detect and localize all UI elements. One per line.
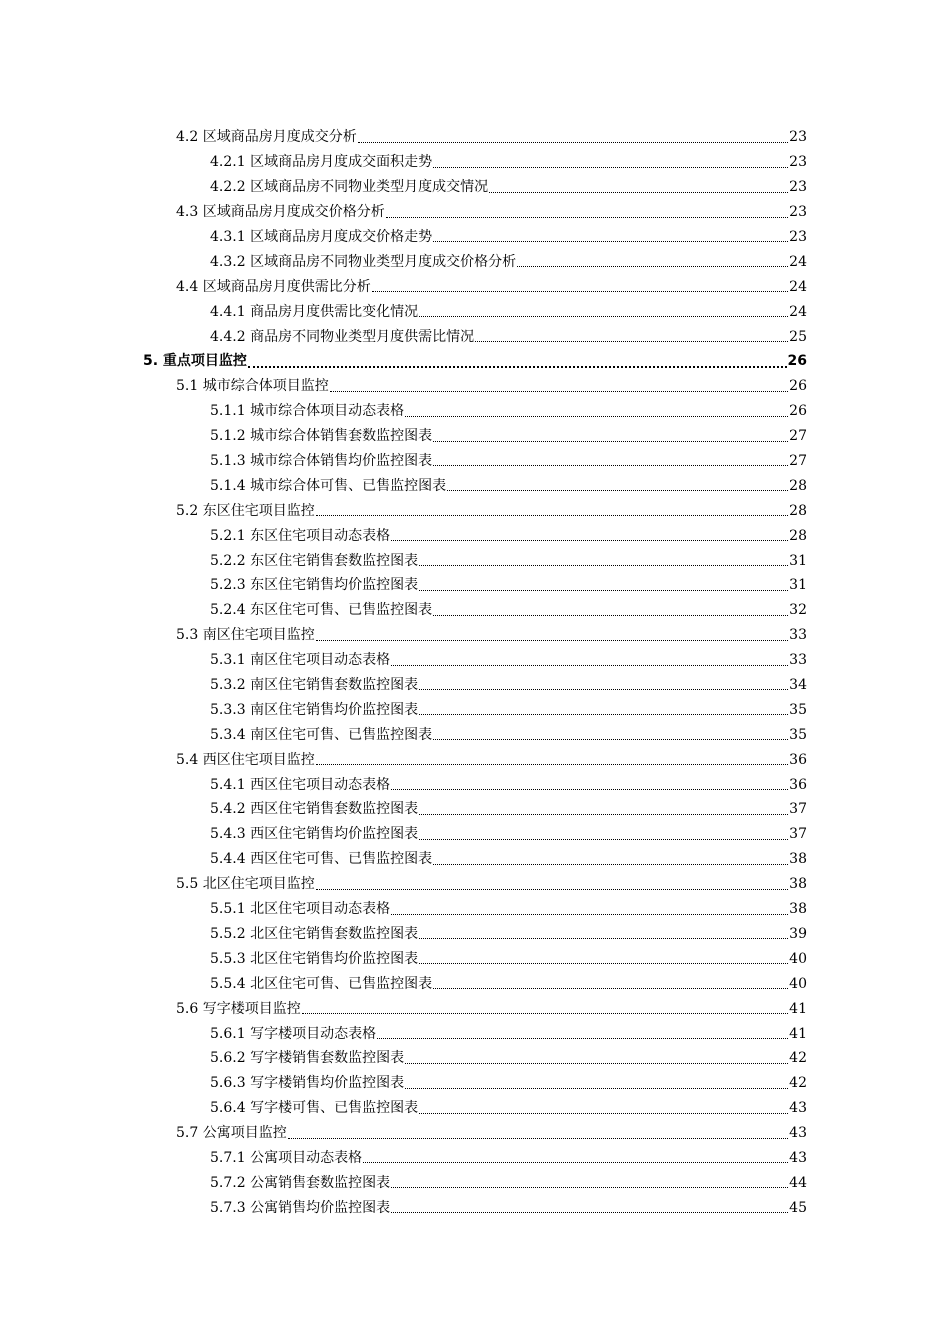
toc-subsection-entry[interactable] [0, 946, 950, 971]
toc-page-number: 23 [789, 229, 807, 245]
toc-subsection-entry[interactable] [0, 847, 950, 872]
toc-dot-leader [433, 738, 788, 740]
toc-dot-leader [391, 788, 788, 790]
toc-subsection-entry[interactable] [0, 822, 950, 847]
toc-section-entry[interactable] [0, 996, 950, 1021]
toc-dot-leader [363, 1161, 788, 1163]
toc-entry-title: 5.4.3 西区住宅销售均价监控图表 [210, 826, 419, 843]
toc-subsection-entry[interactable] [0, 697, 950, 722]
toc-entry-title: 4.2.1 区域商品房月度成交面积走势 [210, 154, 433, 171]
toc-page-number: 26 [787, 353, 807, 370]
toc-page-number: 43 [789, 1100, 807, 1117]
toc-subsection-entry[interactable] [0, 1021, 950, 1046]
toc-dot-leader [419, 564, 788, 566]
toc-page-number: 26 [789, 378, 807, 395]
toc-page-number: 37 [789, 801, 807, 818]
toc-entry-title: 5.2.3 东区住宅销售均价监控图表 [210, 577, 419, 594]
table-of-contents [0, 125, 950, 1220]
toc-section-entry[interactable] [0, 374, 950, 399]
toc-dot-leader [433, 464, 788, 466]
toc-page-number: 33 [789, 627, 807, 644]
toc-subsection-entry[interactable] [0, 399, 950, 424]
toc-entry-title: 5.4.1 西区住宅项目动态表格 [210, 776, 391, 793]
toc-section-entry[interactable] [0, 200, 950, 225]
toc-entry-title: 5.2.4 东区住宅可售、已售监控图表 [210, 602, 433, 619]
toc-page-number: 45 [789, 1199, 807, 1216]
toc-page-number: 24 [789, 278, 807, 295]
toc-entry-title: 5.3.1 南区住宅项目动态表格 [210, 652, 391, 669]
toc-page-number: 32 [789, 602, 807, 619]
toc-page-number: 31 [789, 577, 807, 594]
toc-page-number: 26 [789, 403, 807, 420]
toc-subsection-entry[interactable] [0, 1096, 950, 1121]
toc-subsection-entry[interactable] [0, 1195, 950, 1220]
toc-page-number: 38 [789, 876, 807, 893]
toc-dot-leader [489, 191, 788, 193]
toc-entry-title: 4.4.1 商品房月度供需比变化情况 [210, 303, 419, 320]
toc-dot-leader [358, 141, 788, 143]
toc-subsection-entry[interactable] [0, 424, 950, 449]
toc-page-number: 40 [789, 950, 807, 967]
toc-dot-leader [316, 639, 788, 641]
toc-dot-leader [419, 315, 788, 317]
toc-dot-leader [316, 763, 788, 765]
toc-page-number: 41 [789, 1000, 807, 1017]
toc-section-entry[interactable] [0, 623, 950, 648]
toc-dot-leader [391, 913, 788, 915]
toc-page-number: 35 [789, 701, 807, 718]
toc-page-number: 38 [789, 851, 807, 868]
toc-page-number: 36 [789, 776, 807, 793]
toc-entry-title: 5.1.3 城市综合体销售均价监控图表 [210, 453, 433, 470]
toc-dot-leader [419, 713, 788, 715]
toc-entry-title: 5.5.3 北区住宅销售均价监控图表 [210, 950, 419, 967]
toc-entry-title: 5.3.3 南区住宅销售均价监控图表 [210, 701, 419, 718]
toc-page-number: 39 [789, 925, 807, 942]
toc-dot-leader [419, 937, 788, 939]
toc-entry-title: 5.6.1 写字楼项目动态表格 [210, 1025, 377, 1042]
toc-subsection-entry[interactable] [0, 249, 950, 274]
toc-page-number: 35 [789, 726, 807, 743]
toc-subsection-entry[interactable] [0, 1146, 950, 1171]
toc-page-number: 42 [789, 1050, 807, 1067]
toc-dot-leader [433, 240, 788, 242]
toc-dot-leader [316, 514, 788, 516]
toc-dot-leader [405, 1087, 788, 1089]
toc-dot-leader [391, 1186, 788, 1188]
toc-subsection-entry[interactable] [0, 523, 950, 548]
toc-page-number: 28 [789, 477, 807, 494]
toc-entry-title: 4.3.1 区域商品房月度成交价格走势 [210, 229, 433, 245]
toc-entry-title: 5.3.2 南区住宅销售套数监控图表 [210, 677, 419, 694]
toc-subsection-entry[interactable] [0, 449, 950, 474]
toc-dot-leader [316, 888, 788, 890]
toc-page-number: 23 [789, 179, 807, 196]
toc-entry-title: 5.4 西区住宅项目监控 [176, 751, 315, 768]
toc-dot-leader [419, 688, 788, 690]
toc-dot-leader [391, 539, 788, 541]
toc-entry-title: 5.5 北区住宅项目监控 [176, 876, 315, 893]
toc-subsection-entry[interactable] [0, 971, 950, 996]
toc-page-number: 41 [789, 1025, 807, 1042]
toc-entry-title: 5. 重点项目监控 [143, 353, 247, 370]
toc-page-number: 23 [789, 154, 807, 171]
toc-page-number: 28 [789, 502, 807, 519]
toc-dot-leader [433, 166, 788, 168]
toc-entry-title: 5.2.1 东区住宅项目动态表格 [210, 527, 391, 544]
toc-section-entry[interactable] [0, 1121, 950, 1146]
toc-subsection-entry[interactable] [0, 324, 950, 349]
toc-dot-leader [405, 415, 788, 417]
toc-page-number: 44 [789, 1174, 807, 1191]
toc-page-number: 40 [789, 975, 807, 992]
toc-page-number: 38 [789, 901, 807, 918]
toc-entry-title: 5.4.4 西区住宅可售、已售监控图表 [210, 851, 433, 868]
toc-subsection-entry[interactable] [0, 548, 950, 573]
toc-entry-title: 5.7.3 公寓销售均价监控图表 [210, 1199, 391, 1216]
toc-page-number: 25 [789, 328, 807, 345]
toc-subsection-entry[interactable] [0, 175, 950, 200]
toc-dot-leader [517, 265, 788, 267]
toc-page-number: 23 [789, 204, 807, 221]
toc-dot-leader [377, 1037, 788, 1039]
toc-section-entry[interactable] [0, 498, 950, 523]
toc-dot-leader [405, 1062, 788, 1064]
toc-entry-title: 5.5.1 北区住宅项目动态表格 [210, 901, 391, 918]
toc-subsection-entry[interactable] [0, 1170, 950, 1195]
toc-dot-leader [330, 390, 788, 392]
toc-dot-leader [419, 962, 788, 964]
toc-entry-title: 5.3 南区住宅项目监控 [176, 627, 315, 644]
toc-chapter-entry[interactable] [0, 349, 950, 374]
toc-subsection-entry[interactable] [0, 573, 950, 598]
toc-entry-title: 5.3.4 南区住宅可售、已售监控图表 [210, 726, 433, 743]
toc-section-entry[interactable] [0, 274, 950, 299]
toc-section-entry[interactable] [0, 747, 950, 772]
toc-section-entry[interactable] [0, 125, 950, 150]
toc-subsection-entry[interactable] [0, 772, 950, 797]
toc-dot-leader [248, 365, 787, 368]
toc-entry-title: 5.1 城市综合体项目监控 [176, 378, 329, 395]
toc-page-number: 36 [789, 751, 807, 768]
toc-page-number: 43 [789, 1125, 807, 1142]
toc-dot-leader [372, 290, 788, 292]
toc-entry-title: 5.6.3 写字楼销售均价监控图表 [210, 1075, 405, 1092]
toc-section-entry[interactable] [0, 872, 950, 897]
toc-subsection-entry[interactable] [0, 797, 950, 822]
toc-entry-title: 5.6 写字楼项目监控 [176, 1000, 301, 1017]
toc-entry-title: 5.6.4 写字楼可售、已售监控图表 [210, 1100, 419, 1117]
toc-dot-leader [475, 340, 788, 342]
toc-page-number: 33 [789, 652, 807, 669]
toc-entry-title: 4.3 区域商品房月度成交价格分析 [176, 204, 385, 221]
toc-entry-title: 4.4 区域商品房月度供需比分析 [176, 278, 371, 295]
toc-page-number: 27 [789, 453, 807, 470]
toc-subsection-entry[interactable] [0, 150, 950, 175]
toc-subsection-entry[interactable] [0, 225, 950, 250]
toc-page-number: 37 [789, 826, 807, 843]
toc-subsection-entry[interactable] [0, 648, 950, 673]
toc-entry-title: 4.3.2 区域商品房不同物业类型月度成交价格分析 [210, 253, 517, 270]
toc-entry-title: 5.2.2 东区住宅销售套数监控图表 [210, 552, 419, 569]
toc-entry-title: 5.4.2 西区住宅销售套数监控图表 [210, 801, 419, 818]
toc-entry-title: 5.7.2 公寓销售套数监控图表 [210, 1174, 391, 1191]
toc-subsection-entry[interactable] [0, 299, 950, 324]
toc-entry-title: 4.2 区域商品房月度成交分析 [176, 129, 357, 146]
toc-dot-leader [386, 216, 788, 218]
toc-dot-leader [419, 813, 788, 815]
toc-dot-leader [433, 440, 788, 442]
toc-subsection-entry[interactable] [0, 1046, 950, 1071]
toc-page-number: 24 [789, 253, 807, 270]
toc-dot-leader [302, 1012, 788, 1014]
toc-entry-title: 5.2 东区住宅项目监控 [176, 502, 315, 519]
toc-page-number: 28 [789, 527, 807, 544]
toc-page-number: 34 [789, 677, 807, 694]
toc-page-number: 23 [789, 129, 807, 146]
toc-entry-title: 4.4.2 商品房不同物业类型月度供需比情况 [210, 328, 475, 345]
toc-subsection-entry[interactable] [0, 473, 950, 498]
toc-entry-title: 5.6.2 写字楼销售套数监控图表 [210, 1050, 405, 1067]
toc-dot-leader [419, 1112, 788, 1114]
toc-dot-leader [447, 489, 788, 491]
toc-dot-leader [419, 838, 788, 840]
toc-subsection-entry[interactable] [0, 722, 950, 747]
toc-entry-title: 5.7 公寓项目监控 [176, 1125, 287, 1142]
toc-subsection-entry[interactable] [0, 922, 950, 947]
toc-page-number: 31 [789, 552, 807, 569]
toc-subsection-entry[interactable] [0, 1071, 950, 1096]
toc-dot-leader [391, 1211, 788, 1213]
toc-dot-leader [433, 863, 788, 865]
toc-page-number: 24 [789, 303, 807, 320]
toc-entry-title: 5.5.2 北区住宅销售套数监控图表 [210, 925, 419, 942]
toc-dot-leader [433, 614, 788, 616]
toc-page-number: 27 [789, 428, 807, 445]
toc-entry-title: 5.1.1 城市综合体项目动态表格 [210, 403, 405, 420]
toc-entry-title: 5.5.4 北区住宅可售、已售监控图表 [210, 975, 433, 992]
toc-entry-title: 5.1.4 城市综合体可售、已售监控图表 [210, 477, 447, 494]
toc-entry-title: 5.1.2 城市综合体销售套数监控图表 [210, 428, 433, 445]
toc-page-number: 42 [789, 1075, 807, 1092]
toc-entry-title: 5.7.1 公寓项目动态表格 [210, 1149, 363, 1166]
toc-dot-leader [433, 987, 788, 989]
toc-subsection-entry[interactable] [0, 897, 950, 922]
toc-subsection-entry[interactable] [0, 673, 950, 698]
toc-page-number: 43 [789, 1149, 807, 1166]
toc-entry-title: 4.2.2 区域商品房不同物业类型月度成交情况 [210, 179, 489, 196]
toc-subsection-entry[interactable] [0, 598, 950, 623]
toc-dot-leader [391, 664, 788, 666]
toc-dot-leader [419, 589, 788, 591]
toc-dot-leader [288, 1137, 788, 1139]
